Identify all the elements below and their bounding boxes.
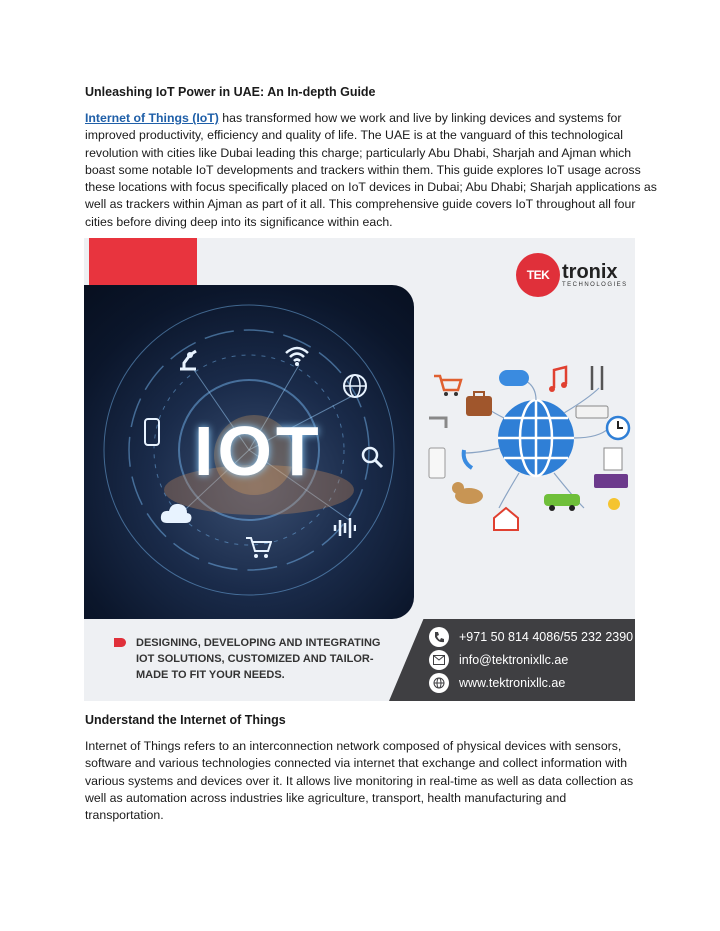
logo-name: tronix <box>562 261 618 283</box>
phone-number[interactable]: +971 50 814 4086/55 232 2390 <box>459 630 634 644</box>
cart-icon <box>244 535 272 564</box>
tagline-line: MADE TO FIT YOUR NEEDS. <box>136 669 285 681</box>
smartphone-icon <box>144 418 160 451</box>
intro-line <box>85 110 645 127</box>
faucet-icon <box>429 418 446 428</box>
gamepad-icon <box>499 370 529 386</box>
contact-email <box>429 650 568 670</box>
sound-wave-icon <box>332 517 356 544</box>
intro-line: revolution with cities like Dubai leading this charge; particularly Abu Dhabi, Sharjah and Ajman which <box>85 145 632 160</box>
air-conditioner-icon <box>576 406 608 418</box>
email-address[interactable]: info@tektronixllc.ae <box>459 653 569 667</box>
dog-icon <box>452 482 483 504</box>
intro-line: improved productivity, efficiency and quality of life. The UAE is at the vanguard of this technological <box>85 128 623 143</box>
iot-title: IOT <box>194 412 323 490</box>
robot-arm-icon <box>176 345 200 376</box>
search-icon <box>360 445 384 474</box>
body-line: various systems and devices over it. It allows live monitoring in real-time as well as data collection as <box>85 773 634 788</box>
body-line: software and various technologies connected via internet that exchange and collect information with <box>85 756 628 771</box>
intro-line: cities before diving deep into its significance within each. <box>85 214 393 229</box>
globe-icon <box>429 673 449 693</box>
car-icon <box>544 494 580 511</box>
body-line: Internet of Things refers to an interconnection network composed of physical devices with sensors, <box>85 739 622 753</box>
mail-icon <box>429 650 449 670</box>
intro-line: these locations with focus specifically placed on IoT devices in Dubai; Abu Dhabi; Sharjah applications as <box>85 180 657 195</box>
globe-icon <box>342 373 368 404</box>
intro-line: well as trackers within Ajman as part of it all. This comprehensive guide covers IoT throughout all four <box>85 197 636 212</box>
logo-subtitle: TECHNOLOGIES <box>562 282 628 288</box>
body-paragraph <box>85 738 645 824</box>
iot-banner-image <box>84 238 635 701</box>
iot-photo-card <box>84 285 414 619</box>
document-icon <box>604 448 622 470</box>
section-heading: Understand the Internet of Things <box>85 713 286 727</box>
fridge-icon <box>429 448 445 478</box>
iot-link[interactable]: Internet of Things (IoT) <box>85 111 219 125</box>
cloud-icon <box>159 501 193 530</box>
article-heading: Unleashing IoT Power in UAE: An In-depth Guide <box>85 85 376 99</box>
tagline-line: IOT SOLUTIONS, CUSTOMIZED AND TAILOR- <box>136 653 374 665</box>
phone-icon <box>429 627 449 647</box>
globe-icon <box>498 400 574 476</box>
house-icon <box>494 508 518 530</box>
logo-mark: TEK <box>516 253 560 297</box>
keyboard-icon <box>594 474 628 488</box>
wifi-icon <box>284 345 310 372</box>
tagline-line: DESIGNING, DEVELOPING AND INTEGRATING <box>136 637 381 649</box>
lightbulb-icon <box>608 498 620 510</box>
iot-icons-cluster <box>424 358 634 538</box>
body-line: transportation. <box>85 808 164 823</box>
clock-icon <box>607 417 629 439</box>
body-line: well as automation across industries like agriculture, transport, health manufacturing and <box>85 790 567 805</box>
intro-line: boast some notable IoT developments and trackers within them. This guide explores IoT usage across <box>85 162 641 177</box>
cutlery-icon <box>592 366 602 390</box>
shopping-cart-icon <box>434 376 461 396</box>
website-url[interactable]: www.tektronixllc.ae <box>459 676 566 690</box>
tagline <box>136 635 380 683</box>
suitcase-icon <box>466 392 492 416</box>
music-note-icon <box>549 367 567 392</box>
contact-website <box>429 673 565 693</box>
tektronix-logo <box>516 253 628 297</box>
intro-paragraph <box>85 110 657 231</box>
intro-line-rest: has transformed how we work and live by linking devices and systems for <box>218 111 622 125</box>
tagline-bullet <box>114 638 126 647</box>
contact-phone <box>429 627 633 647</box>
